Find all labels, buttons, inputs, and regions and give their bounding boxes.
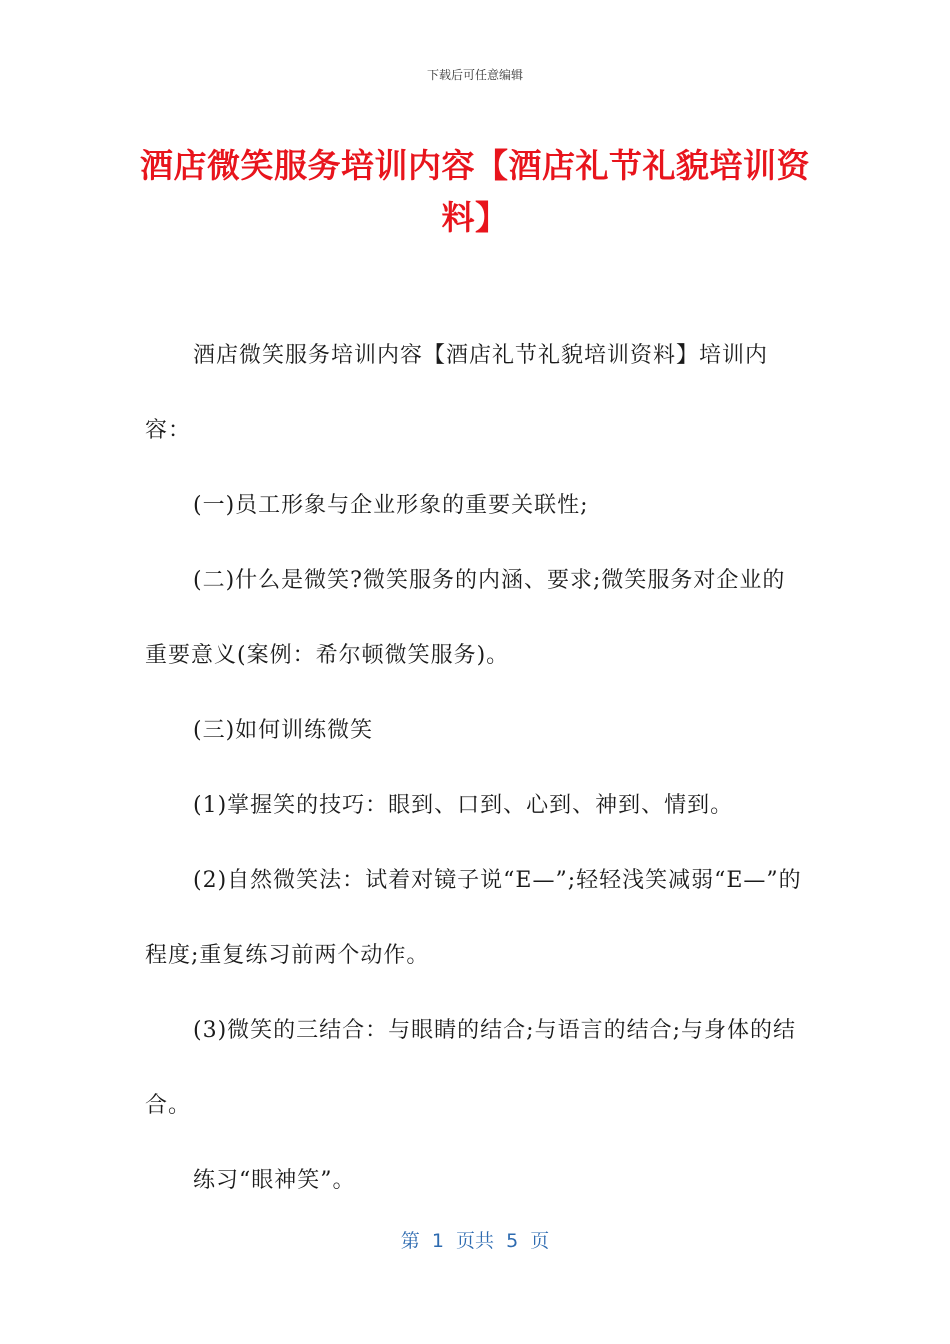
paragraph-item-1: (一)员工形象与企业形象的重要关联性; xyxy=(193,493,589,518)
paragraph-sub-2: (2)自然微笑法：试着对镜子说“E—”;轻轻浅笑减弱“E—”的程度;重复练习前两个动作。 xyxy=(145,868,802,968)
paragraph-sub-1: (1)掌握笑的技巧：眼到、口到、心到、神到、情到。 xyxy=(193,793,734,818)
paragraph-item-2: (二)什么是微笑?微笑服务的内涵、要求;微笑服务对企业的重要意义(案例：希尔顿微笑服务)。 xyxy=(145,568,786,668)
header-note: 下载后可任意编辑 xyxy=(426,68,523,82)
paragraph-item-3: (三)如何训练微笑 xyxy=(193,718,374,743)
paragraph-intro: 酒店微笑服务培训内容【酒店礼节礼貌培训资料】培训内容： xyxy=(145,343,769,443)
page-number-footer: 第 1 页共 5 页 xyxy=(400,1230,550,1252)
document-body xyxy=(145,318,805,1218)
paragraph-sub-3: (3)微笑的三结合：与眼睛的结合;与语言的结合;与身体的结合。 xyxy=(145,1018,796,1118)
document-title: 酒店微笑服务培训内容【酒店礼节礼貌培训资料】 xyxy=(140,146,810,237)
paragraph-practice: 练习“眼神笑”。 xyxy=(193,1168,356,1193)
